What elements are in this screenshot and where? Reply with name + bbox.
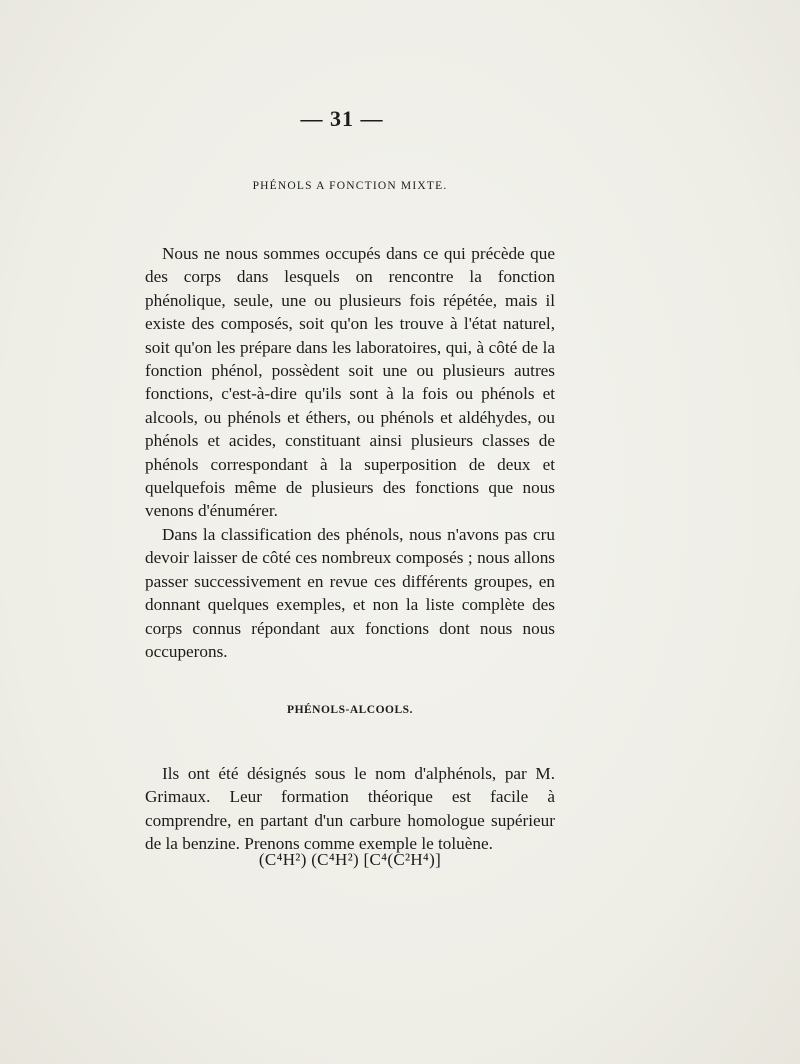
paragraph: Dans la classification des phénols, nous n'avons pas cru devoir laisser de côté ces nombreux composés ; nous allons passer successivement en revue ces différents groupes, en donnant quelques exemples, et non la liste complète des corps connus répondant aux fonctions dont nous nous occuperons.: [145, 524, 555, 661]
paragraph: Nous ne nous sommes occupés dans ce qui précède que des corps dans lesquels on rencontre la fonction phénolique, seule, une ou plusieurs fois répétée, mais il existe des composés, soit qu'on les trouve à l'état naturel, soit qu'on les prépare dans les laboratoires, qui, à côté de la fonction phénol, possèdent soit une ou plusieurs autres fonctions, c'est-à-dire qu'ils sont à la fois ou phénols et alcools, ou phénols et éthers, ou phénols et aldéhydes, ou phénols et acides, constituant ainsi plusieurs classes de phénols correspondant à la superposition de deux et quelquefois même de plusieurs des fonctions que nous venons d'énumérer.: [145, 244, 555, 521]
section-heading-phenols-alcools: PHÉNOLS-ALCOOLS.: [287, 704, 413, 716]
chemical-formula: (C⁴H²) (C⁴H²) [C⁴(C²H⁴)]: [258, 850, 442, 869]
section-body-phenols-fonction-mixte: [145, 242, 555, 663]
paragraph: Ils ont été désignés sous le nom d'alphénols, par M. Grimaux. Leur formation théorique est facile à comprendre, en partant d'un carbure homologue supérieur de la benzine. Prenons comme exemple le toluène.: [145, 764, 555, 854]
section-body-phenols-alcools: [145, 762, 555, 856]
page-number: — 31 —: [300, 106, 384, 131]
section-heading-phenols-fonction-mixte: PHÉNOLS A FONCTION MIXTE.: [252, 180, 448, 192]
